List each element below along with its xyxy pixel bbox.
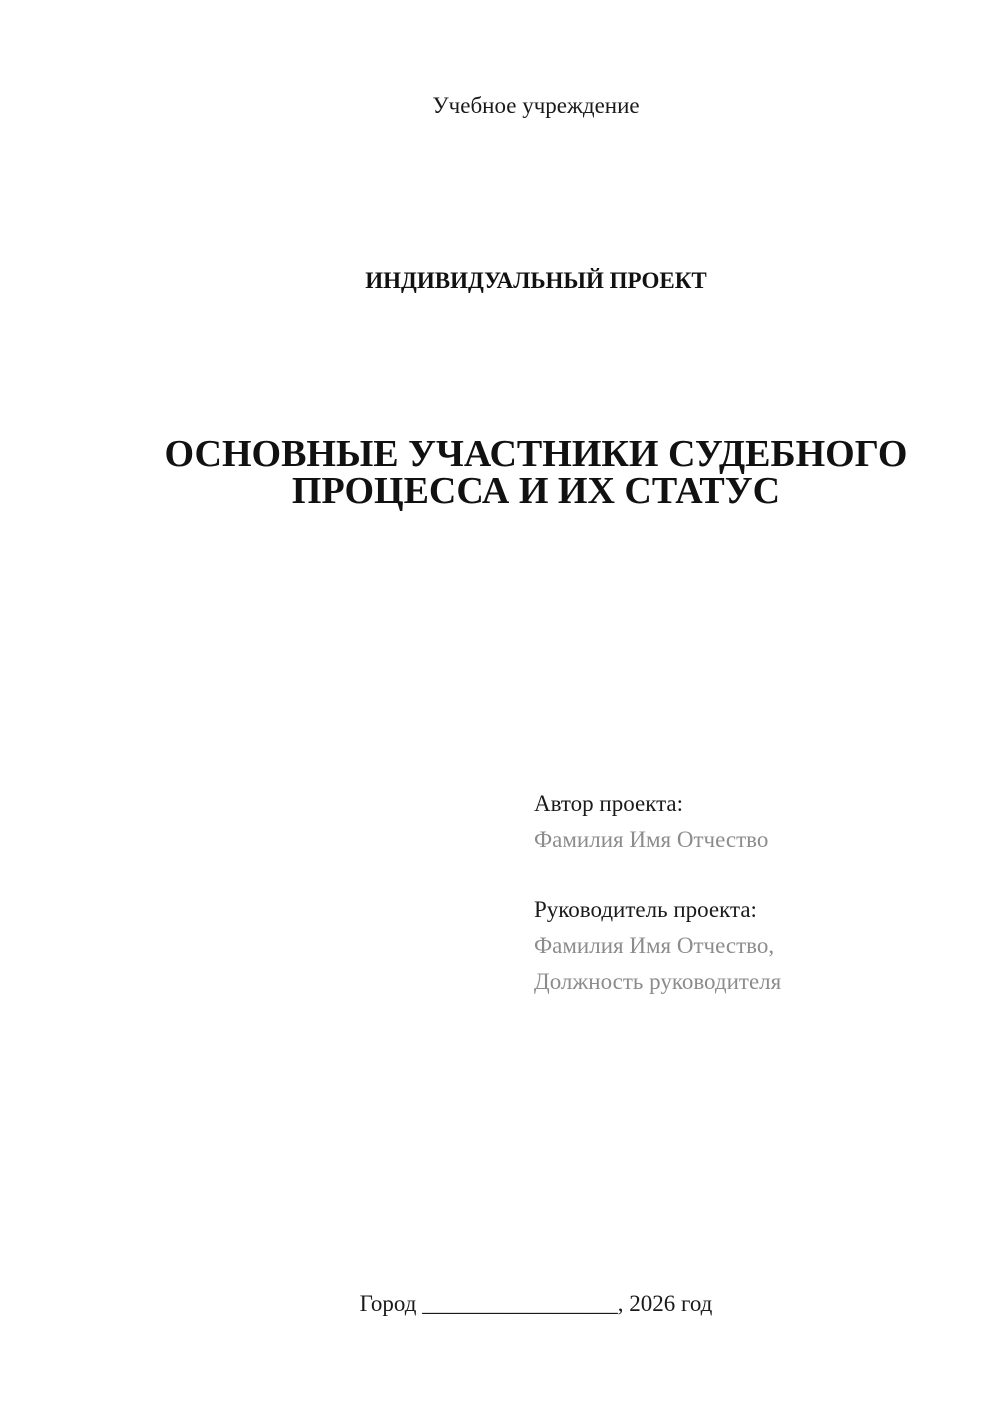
author-block xyxy=(534,786,768,858)
project-title xyxy=(0,433,1000,512)
project-type-heading: ИНДИВИДУАЛЬНЫЙ ПРОЕКТ xyxy=(365,268,707,293)
author-name: Фамилия Имя Отчество xyxy=(534,827,769,852)
author-label: Автор проекта: xyxy=(534,791,683,816)
supervisor-label: Руководитель проекта: xyxy=(534,897,757,922)
project-title-line-1: ОСНОВНЫЕ УЧАСТНИКИ СУДЕБНОГО xyxy=(164,433,908,475)
city-year-footer: Город _________________, 2026 год xyxy=(359,1291,713,1316)
project-title-line-2: ПРОЦЕССА И ИХ СТАТУС xyxy=(291,470,781,512)
supervisor-block xyxy=(534,892,781,1000)
supervisor-name: Фамилия Имя Отчество, xyxy=(534,933,775,958)
institution-name: Учебное учреждение xyxy=(432,93,640,118)
supervisor-position: Должность руководителя xyxy=(534,969,782,994)
